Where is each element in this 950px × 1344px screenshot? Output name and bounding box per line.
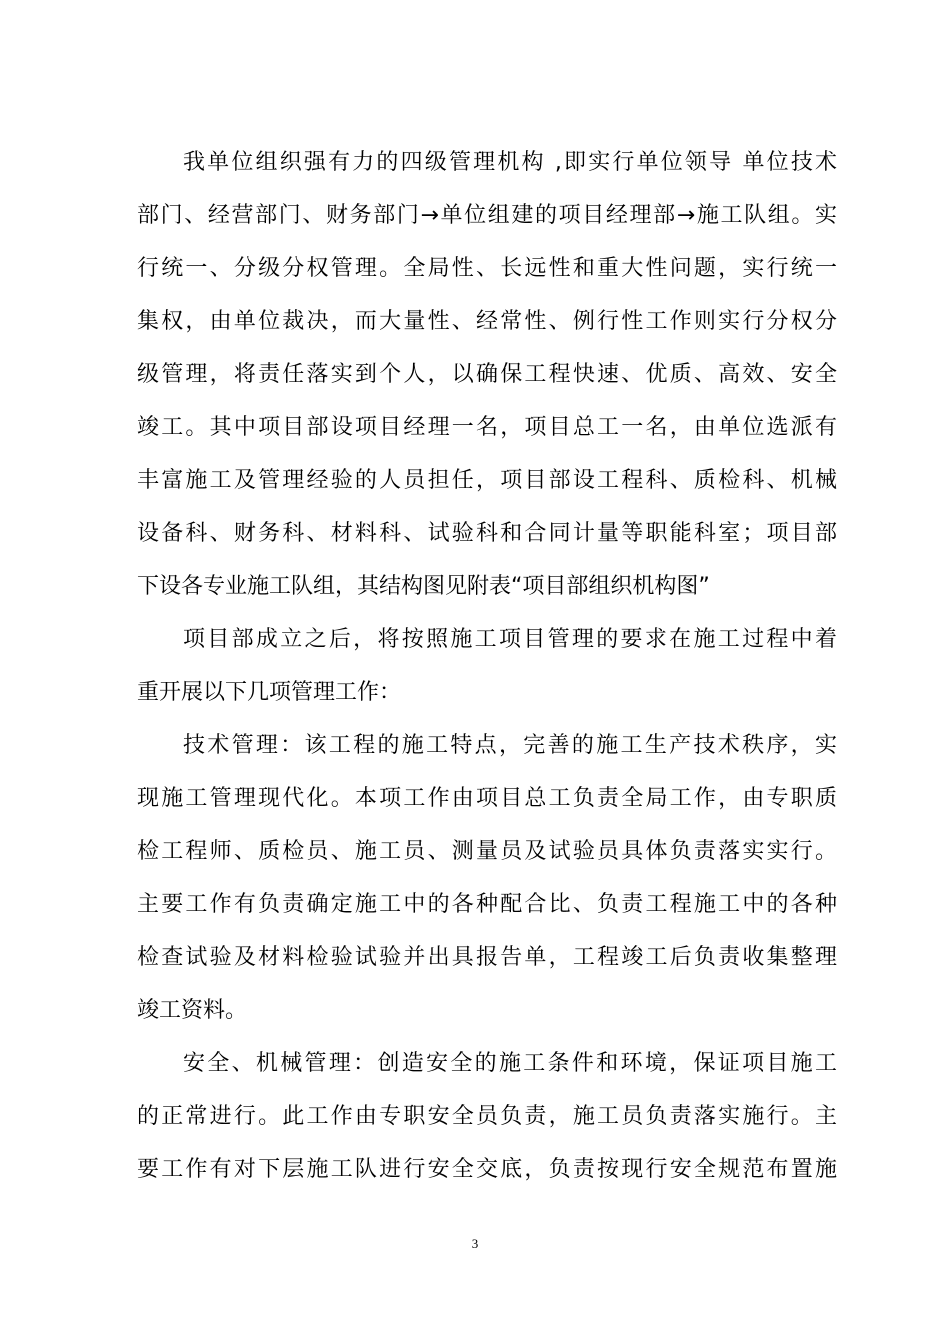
paragraph-3-line-4: 主要工作有负责确定施工中的各种配合比、负责工程施工中的各种 [137, 892, 837, 917]
paragraph-3-line-3: 检工程师、质检员、施工员、测量员及试验员具体负责落实实行。 [137, 839, 837, 864]
paragraph-4-line-1: 安全、机械管理：创造安全的施工条件和环境，保证项目施工 [183, 1051, 837, 1076]
paragraph-1-line-6: 竣工。其中项目部设项目经理一名，项目总工一名，由单位选派有 [137, 415, 837, 440]
paragraph-1-line-4: 集权，由单位裁决，而大量性、经常性、例行性工作则实行分权分 [137, 309, 837, 334]
paragraph-3-line-6: 竣工资料。 [137, 998, 248, 1023]
paragraph-4-line-2: 的正常进行。此工作由专职安全员负责，施工员负责落实施行。主 [137, 1104, 837, 1129]
paragraph-2-line-1: 项目部成立之后，将按照施工项目管理的要求在施工过程中着 [183, 627, 837, 652]
paragraph-1-line-5: 级管理，将责任落实到个人，以确保工程快速、优质、高效、安全 [137, 362, 837, 387]
paragraph-1-line-1: 我单位组织强有力的四级管理机构 ,即实行单位领导 单位技术 [183, 150, 837, 175]
paragraph-2-line-2: 重开展以下几项管理工作： [137, 680, 402, 705]
paragraph-1-line-9: 下设各专业施工队组，其结构图见附表“项目部组织机构图” [137, 574, 710, 599]
paragraph-1-line-3: 行统一、分级分权管理。全局性、长远性和重大性问题，实行统一 [137, 256, 837, 281]
paragraph-1-line-2: 部门、经营部门、财务部门→单位组建的项目经理部→施工队组。实 [137, 203, 837, 228]
paragraph-4-line-3: 要工作有对下层施工队进行安全交底，负责按现行安全规范布置施 [137, 1157, 837, 1182]
page-number: 3 [471, 1236, 479, 1251]
paragraph-1-line-8: 设备科、财务科、材料科、试验科和合同计量等职能科室；项目部 [137, 521, 837, 546]
paragraph-3-line-5: 检查试验及材料检验试验并出具报告单，工程竣工后负责收集整理 [137, 945, 837, 970]
paragraph-1-line-7: 丰富施工及管理经验的人员担任，项目部设工程科、质检科、机械 [137, 468, 837, 493]
paragraph-3-line-1: 技术管理：该工程的施工特点，完善的施工生产技术秩序，实 [183, 733, 837, 758]
paragraph-3-line-2: 现施工管理现代化。本项工作由项目总工负责全局工作，由专职质 [137, 786, 837, 811]
